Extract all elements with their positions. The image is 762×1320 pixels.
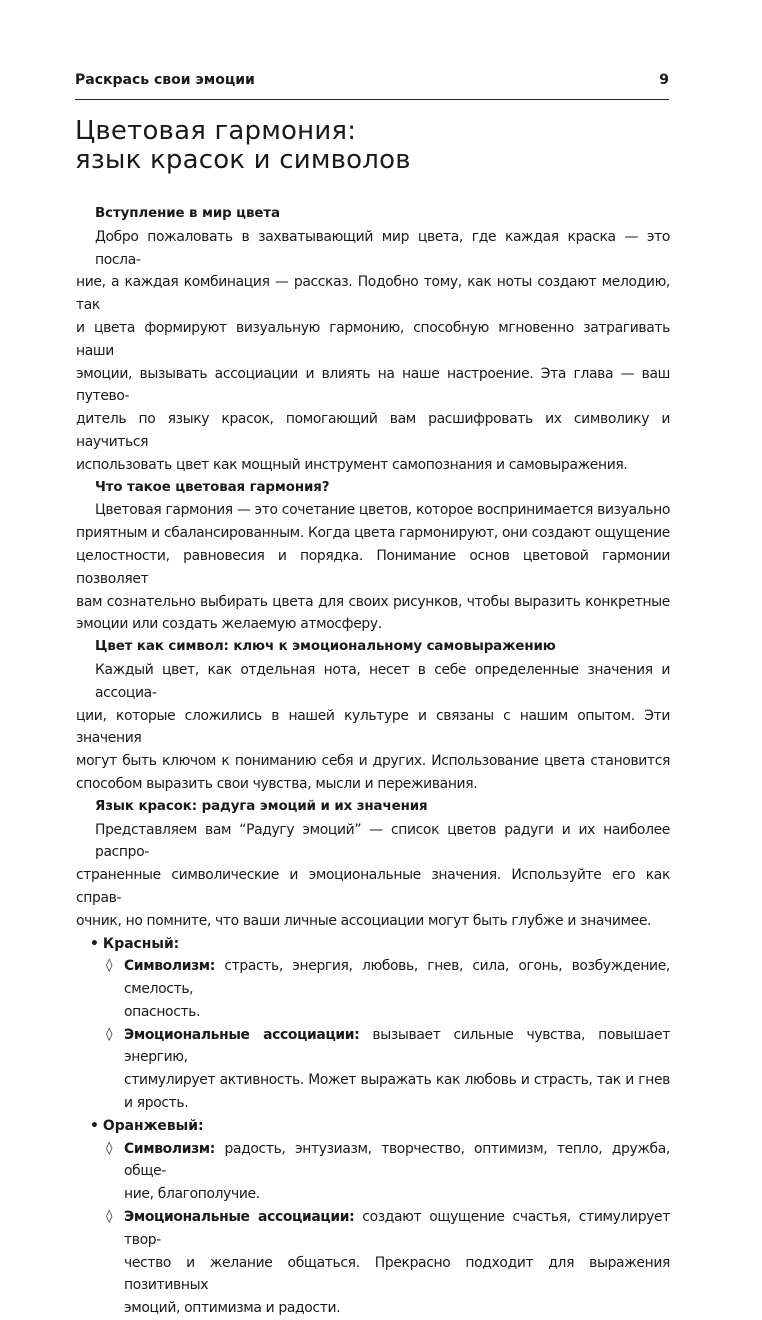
header-rule [75,99,669,100]
text-line: могут быть ключом к пониманию себя и других. Использование цвета становится [76,753,670,770]
diamond-icon: ◊ [106,1140,113,1156]
chapter-title-line-2: язык красок и символов [75,145,411,175]
section-heading: Язык красок: радуга эмоций и их значения [95,798,428,814]
section-heading: Вступление в мир цвета [95,206,280,221]
text-line: способом выразить свои чувства, мысли и переживания. [76,775,478,792]
color-entry [76,1024,670,1115]
color-entry [76,1206,670,1320]
text-line: стимулирует активность. Может выражать как любовь и страсть, так и гнев [124,1072,670,1089]
entry-text: создают ощущение счастья, стимулирует твор- [124,1209,670,1248]
section-heading: Цвет как символ: ключ к эмоциональному самовыражению [95,639,556,655]
entry-text: вызывает сильные чувства, повышает энергию, [124,1026,670,1066]
text-line: опасность. [124,1003,201,1020]
entry-term: Символизм: [124,1140,216,1157]
text-line [124,1024,670,1070]
section-paragraph [76,819,670,933]
section-heading: Что такое цветовая гармония? [95,479,330,495]
entry-term: Эмоциональные ассоциации: [124,1026,360,1043]
text-line [124,955,670,1001]
entry-text: радость, энтузиазм, творчество, оптимизм, тепло, дружба, обще- [124,1140,670,1180]
chapter-title [75,117,675,175]
text-line [124,1138,670,1184]
text-line: эмоций, оптимизма и радости. [124,1300,341,1317]
page-number: 9 [659,72,669,88]
text-line: ции, которые сложились в нашей культуре и связаны с нашим опытом. Эти значения [76,707,670,747]
entry-term: Символизм: [124,958,216,975]
diamond-icon: ◊ [106,1026,113,1042]
body-text [76,203,670,1320]
text-line: и цвета формируют визуальную гармонию, способную мгновенно затрагивать наши [76,319,670,359]
color-name: Оранжевый: [102,1117,204,1134]
section-paragraph [76,659,670,796]
text-line: использовать цвет как мощный инструмент самопознания и самовыражения. [76,456,628,473]
section-paragraph [76,499,670,636]
text-line: Цветовая гармония — это сочетание цветов, которое воспринимается визуально [95,502,670,519]
text-line: страненные символические и эмоциональные значения. Используйте его как справ- [76,867,670,906]
text-line: ние, а каждая комбинация — рассказ. Подобно тому, как ноты создают мелодию, так [76,274,670,314]
text-line: очник, но помните, что ваши личные ассоциации могут быть глубже и значимее. [76,912,652,929]
color-entry [76,1138,670,1206]
running-title: Раскрась свои эмоции [75,72,255,88]
diamond-icon: ◊ [106,1209,113,1225]
bullet-icon: • [90,1117,99,1134]
text-line: ние, благополучие. [124,1186,260,1203]
text-line: чество и желание общаться. Прекрасно подходит для выражения позитивных [124,1254,670,1294]
entry-term: Эмоциональные ассоциации: [124,1209,355,1226]
text-line: дитель по языку красок, помогающий вам расшифровать их символику и научиться [76,411,670,450]
text-line: целостности, равновесия и порядка. Понимание основ цветовой гармонии позволяет [76,547,670,587]
text-line: Добро пожаловать в захватывающий мир цвета, где каждая краска — это посла- [95,228,670,268]
section-paragraph [76,226,670,477]
color-item-red [76,933,670,956]
diamond-icon: ◊ [106,958,113,974]
color-name: Красный: [102,935,180,952]
color-item-orange [76,1115,670,1138]
entry-text: страсть, энергия, любовь, гнев, сила, огонь, возбуждение, смелость, [124,958,670,998]
text-line: приятным и сбалансированным. Когда цвета гармонируют, они создают ощущение [76,525,670,542]
bullet-icon: • [90,935,99,952]
text-line [124,1206,670,1252]
text-line: Представляем вам “Радугу эмоций” — список цветов радуги и их наиболее распро- [95,821,670,861]
color-entry [76,955,670,1023]
text-line: эмоции, вызывать ассоциации и влиять на наше настроение. Эта глава — ваш путево- [76,365,670,405]
text-line: и ярость. [124,1095,189,1112]
chapter-title-line-1: Цветовая гармония: [75,116,357,146]
text-line: эмоции или создать желаемую атмосферу. [76,616,382,633]
text-line: вам сознательно выбирать цвета для своих рисунков, чтобы выразить конкретные [76,593,670,610]
text-line: Каждый цвет, как отдельная нота, несет в себе определенные значения и ассоциа- [95,661,670,701]
running-head [75,72,669,88]
